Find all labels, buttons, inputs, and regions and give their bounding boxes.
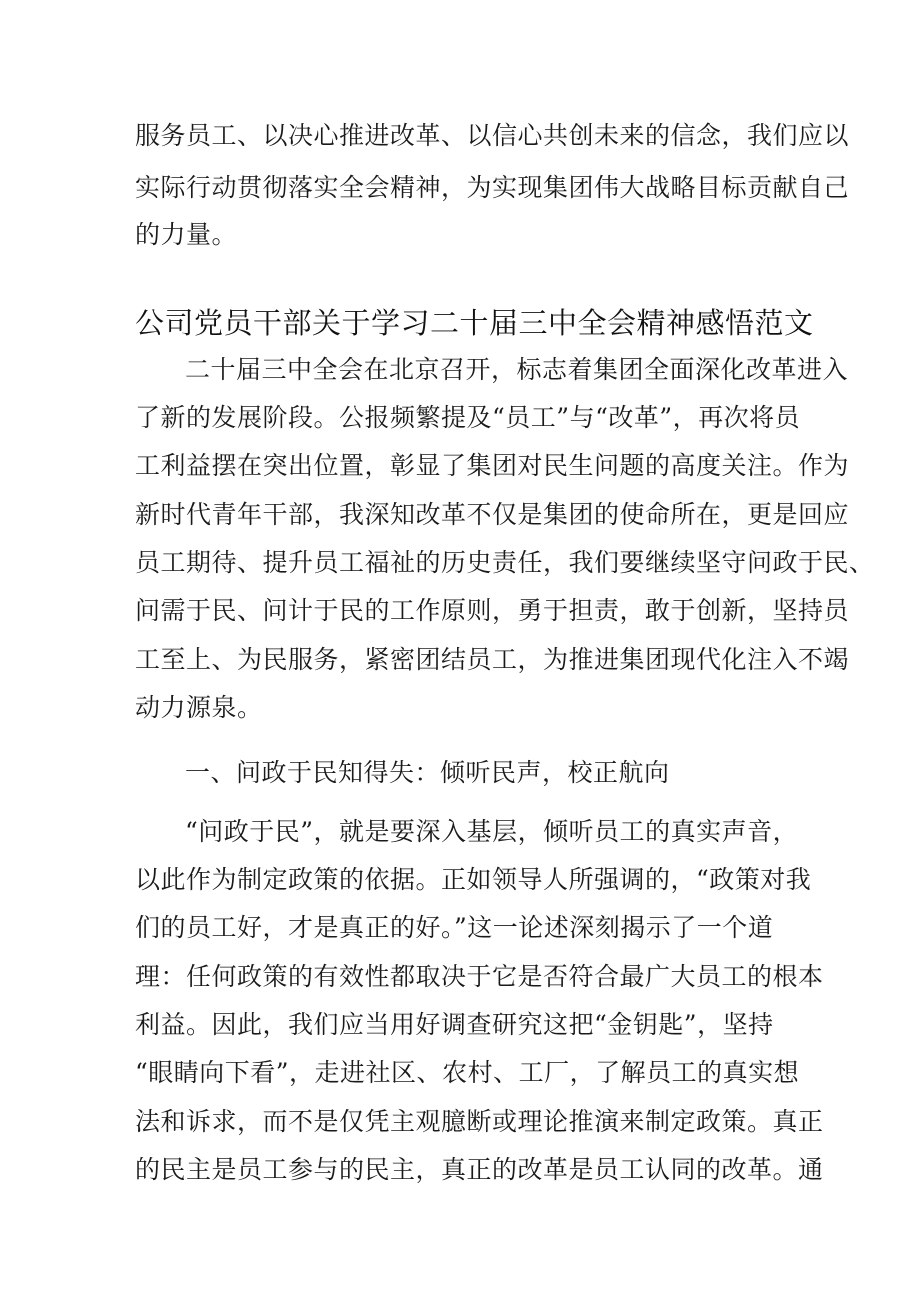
article-title: 公司党员干部关于学习二十届三中全会精神感悟范文 (135, 306, 814, 340)
paragraph-2-line-1: “问政于民”，就是要深入基层，倾听员工的真实声音， (185, 817, 799, 846)
paragraph-1-line-8: 动力源泉。 (135, 693, 263, 722)
intro-line-2: 实际行动贯彻落实全会精神，为实现集团伟大战略目标贡献自己 (135, 173, 850, 202)
paragraph-2-line-4: 理：任何政策的有效性都取决于它是否符合最广大员工的根本 (135, 962, 824, 991)
paragraph-1-line-5: 员工期待、提升员工福祉的历史责任，我们要继续坚守问政于民、 (135, 548, 875, 577)
paragraph-1-line-2: 了新的发展阶段。公报频繁提及“员工”与“改革”，再次将员 (135, 403, 801, 432)
paragraph-1-line-1: 二十届三中全会在北京召开，标志着集团全面深化改革进入 (185, 355, 849, 384)
paragraph-2-line-7: 法和诉求，而不是仅凭主观臆断或理论推演来制定政策。真正 (135, 1107, 824, 1136)
paragraph-1-line-7: 工至上、为民服务，紧密团结员工，为推进集团现代化注入不竭 (135, 645, 850, 674)
paragraph-2-line-2: 以此作为制定政策的依据。正如领导人所强调的，“政策对我 (135, 865, 812, 894)
paragraph-2-line-3: 们的员工好，才是真正的好。”这一论述深刻揭示了一个道 (135, 913, 774, 942)
paragraph-1-line-3: 工利益摆在突出位置，彰显了集团对民生问题的高度关注。作为 (135, 451, 850, 480)
paragraph-1-line-4: 新时代青年干部，我深知改革不仅是集团的使命所在，更是回应 (135, 500, 850, 529)
intro-line-3: 的力量。 (135, 220, 238, 249)
paragraph-2-line-6: “眼睛向下看”，走进社区、农村、工厂，了解员工的真实想 (135, 1058, 800, 1087)
paragraph-2-line-5: 利益。因此，我们应当用好调查研究这把“金钥匙”，坚持 (135, 1010, 774, 1039)
paragraph-2-line-8: 的民主是员工参与的民主，真正的改革是员工认同的改革。通 (135, 1155, 824, 1184)
paragraph-1-line-6: 问需于民、问计于民的工作原则，勇于担责，敢于创新，坚持员 (135, 596, 850, 625)
section-heading: 一、问政于民知得失：倾听民声，校正航向 (185, 758, 670, 787)
intro-line-1: 服务员工、以决心推进改革、以信心共创未来的信念，我们应以 (135, 121, 850, 150)
